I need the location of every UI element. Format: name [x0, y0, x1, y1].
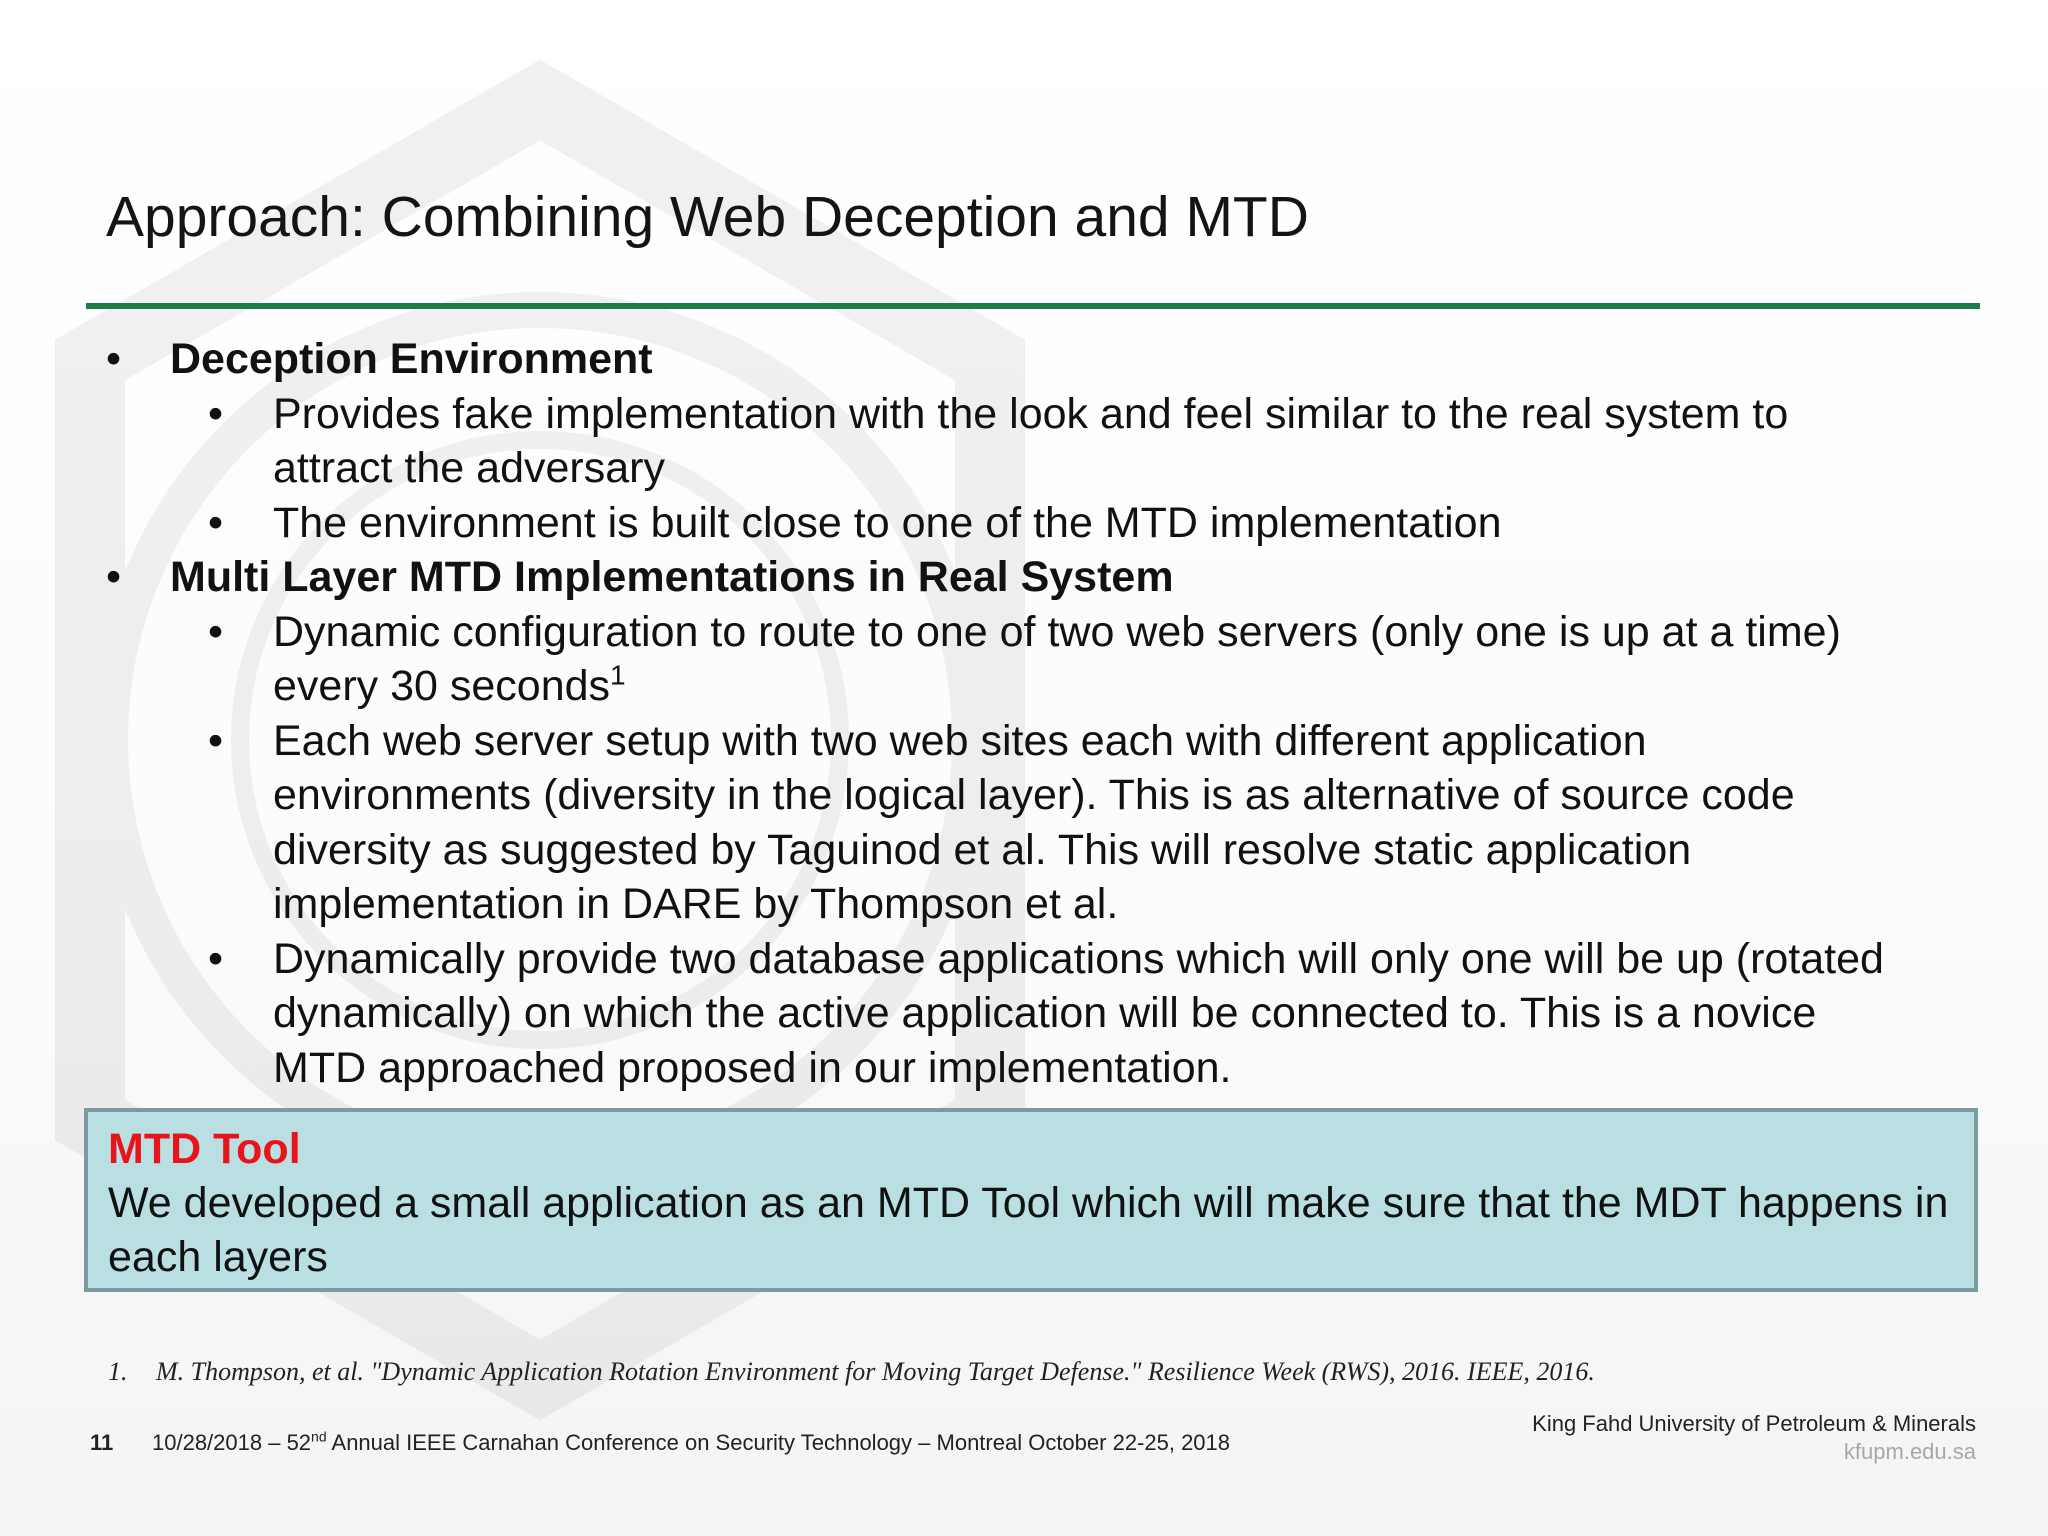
list-item — [0, 605, 1913, 714]
section-heading-text: Multi Layer MTD Implementations in Real System — [170, 553, 1174, 601]
footer-university — [1532, 1410, 1976, 1466]
section-heading — [0, 550, 2048, 605]
conference-text-suffix: Annual IEEE Carnahan Conference on Security Technology – Montreal October 22-25, 2018 — [326, 1430, 1231, 1455]
bullet-icon: • — [208, 934, 224, 983]
footnote-text: M. Thompson, et al. "Dynamic Application Rotation Environment for Moving Target Defense." Resilience Week (RWS), 2016. IEEE, 2016. — [156, 1357, 1595, 1386]
footer-conference — [90, 1428, 1230, 1458]
section-heading — [0, 332, 2048, 387]
bullet-icon: • — [106, 553, 122, 601]
bullet-icon: • — [208, 389, 224, 438]
list-item-text: The environment is built close to one of the MTD implementation — [273, 498, 1502, 547]
list-item-text: Each web server setup with two web sites each with different application environments (diversity in the logical layer). This is as alternative of source code diversity as suggested by Taguinod et al. This will resolve static application implementation in DARE by Thompson et al. — [273, 716, 1795, 928]
callout-title: MTD Tool — [108, 1125, 301, 1173]
bullet-icon: • — [208, 716, 224, 765]
bullet-icon: • — [208, 498, 224, 547]
list-item — [0, 496, 1913, 551]
slide-content — [0, 332, 2048, 1095]
university-website: kfupm.edu.sa — [1843, 1439, 1976, 1464]
list-item — [0, 714, 1913, 932]
conference-text-prefix: 10/28/2018 – 52 — [152, 1430, 312, 1455]
university-name: King Fahd University of Petroleum & Minerals — [1532, 1411, 1976, 1436]
slide-title: Approach: Combining Web Deception and MTD — [106, 185, 1309, 249]
conference-ordinal-suffix: nd — [311, 1428, 327, 1445]
footnote — [108, 1354, 1595, 1390]
list-item — [0, 387, 1913, 496]
bullet-icon: • — [106, 335, 122, 383]
list-item-text: Dynamic configuration to route to one of two web servers (only one is up at a time) every 30 seconds — [273, 607, 1841, 710]
title-divider — [86, 303, 1980, 309]
list-item-text: Provides fake implementation with the look and feel similar to the real system to attract the adversary — [273, 389, 1789, 492]
footnote-number: 1. — [108, 1357, 128, 1386]
callout-body: We developed a small application as an MTD Tool which will make sure that the MDT happens in each layers — [108, 1179, 1949, 1281]
section-heading-text: Deception Environment — [170, 335, 653, 383]
mtd-tool-callout — [84, 1108, 1978, 1292]
list-item — [0, 932, 1913, 1096]
bullet-icon: • — [208, 607, 224, 656]
footnote-reference: 1 — [610, 659, 626, 691]
slide-number: 11 — [90, 1430, 114, 1455]
list-item-text: Dynamically provide two database applications which will only one will be up (rotated dynamically) on which the active application will be connected to. This is a novice MTD approached proposed in our implementation. — [273, 934, 1884, 1092]
